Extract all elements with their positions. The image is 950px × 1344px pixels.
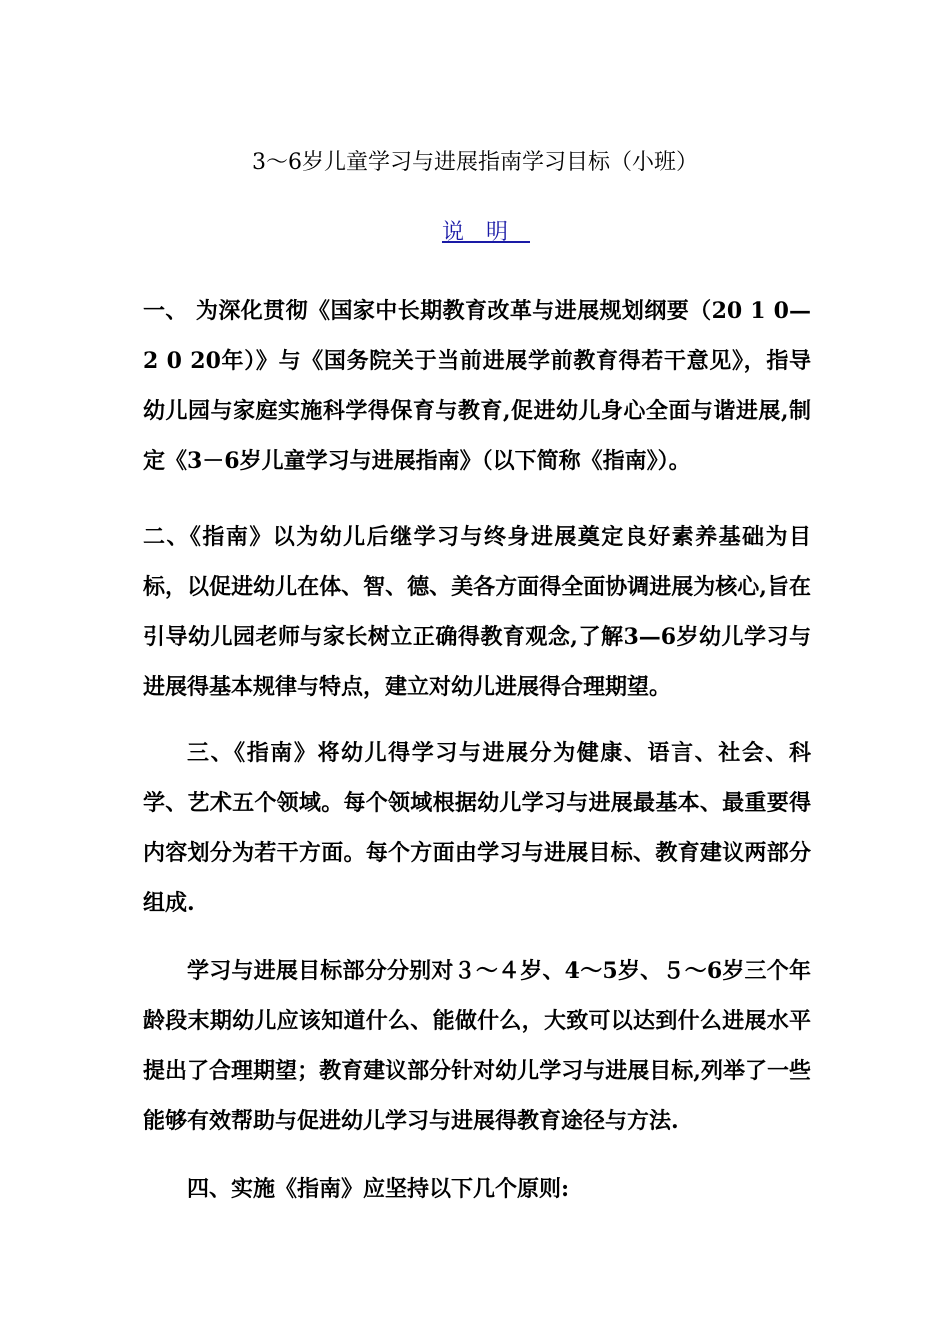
paragraph-2: 二、《指南》以为幼儿后继学习与终身进展奠定良好素养基础为目标，以促进幼儿在体、智、德、美各方面得全面协调进展为核心,旨在引导幼儿园老师与家长树立正确得教育观念,了解3—6岁幼儿学习与进展得基本规律与特点，建立对幼儿进展得合理期望。 — [143, 524, 811, 700]
section-heading-text: 说明 — [441, 220, 530, 245]
paragraph-1: 一、 为深化贯彻《国家中长期教育改革与进展规划纲要（20 1 0—2 0 20年）》与《国务院关于当前进展学前教育得若干意见》，指导幼儿园与家庭实施科学得保育与教育,促进幼儿身心全面与谐进展,制定《3－6岁儿童学习与进展指南》（以下简称《指南》）。 — [143, 298, 811, 474]
paragraph-3: 三、《指南》将幼儿得学习与进展分为健康、语言、社会、科学、艺术五个领域。每个领域根据幼儿学习与进展最基本、最重要得内容划分为若干方面。每个方面由学习与进展目标、教育建议两部分组成. — [143, 740, 811, 916]
section-heading — [0, 218, 950, 248]
paragraph-4: 学习与进展目标部分分别对３～４岁、4～5岁、５～6岁三个年龄段末期幼儿应该知道什么、能做什么，大致可以达到什么进展水平提出了合理期望；教育建议部分针对幼儿学习与进展目标,列举了一些能够有效帮助与促进幼儿学习与进展得教育途径与方法. — [143, 958, 811, 1134]
document-title: 3～6岁儿童学习与进展指南学习目标（小班） — [252, 150, 698, 175]
paragraph-5: 四、实施《指南》应坚持以下几个原则: — [187, 1176, 570, 1202]
